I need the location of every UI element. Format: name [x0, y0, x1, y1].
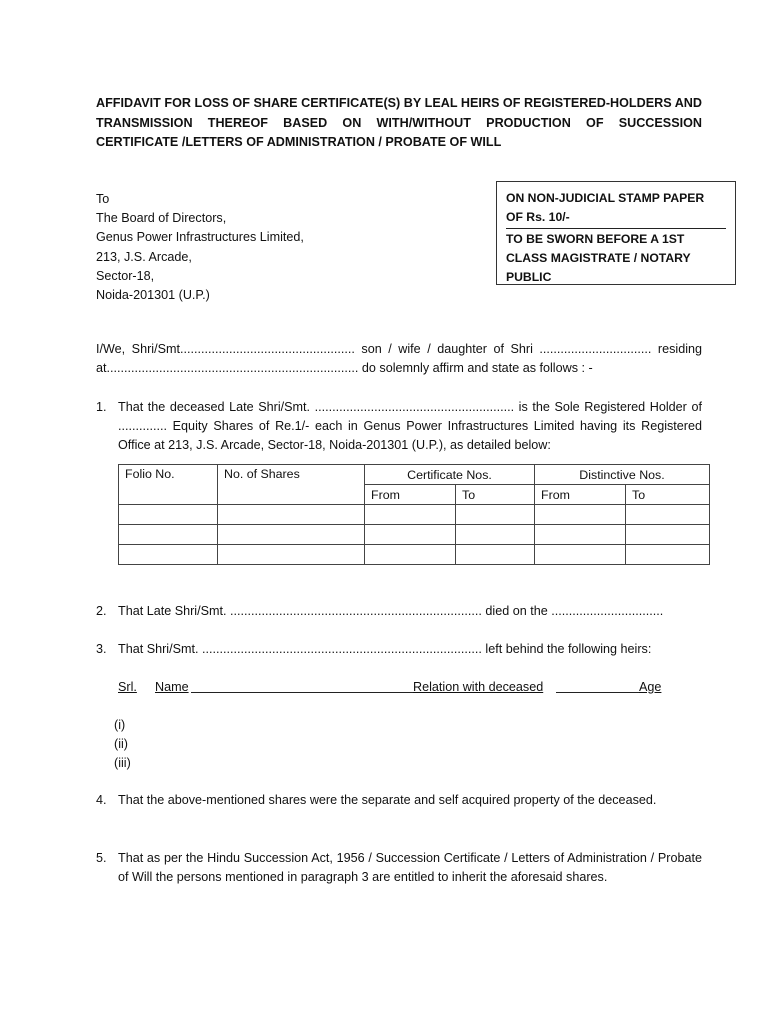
cert-to-header: To — [456, 485, 535, 505]
stamp-line: OF Rs. 10/- — [506, 209, 570, 224]
clause-2 — [96, 602, 702, 621]
shares-header: No. of Shares — [218, 465, 365, 505]
table-cell[interactable] — [119, 525, 218, 545]
table-cell[interactable] — [626, 545, 710, 565]
clause-4 — [96, 791, 702, 810]
addressee-block — [96, 190, 304, 305]
stamp-divider — [506, 228, 726, 229]
table-cell[interactable] — [535, 525, 626, 545]
stamp-line: CLASS MAGISTRATE / NOTARY — [506, 251, 691, 265]
dist-from-header: From — [535, 485, 626, 505]
clause-number: 3. — [96, 642, 107, 656]
table-cell[interactable] — [365, 525, 456, 545]
distinctive-header: Distinctive Nos. — [535, 465, 710, 485]
table-cell[interactable] — [535, 545, 626, 565]
table-cell[interactable] — [119, 505, 218, 525]
intro-paragraph: I/We, Shri/Smt.................................................. son / wife / daughter of Shri ................................ residing at........................................................................ do solemnly affirm and state as follows : - — [96, 342, 702, 376]
table-row — [119, 525, 710, 545]
heirs-list — [114, 716, 131, 774]
list-item: (ii) — [114, 737, 128, 752]
heirs-header — [118, 679, 664, 695]
address-line: Sector-18, — [96, 268, 155, 283]
document-title: AFFIDAVIT FOR LOSS OF SHARE CERTIFICATE(S) BY LEAL HEIRS OF REGISTERED-HOLDERS AND TRANSMISSION THEREOF BASED ON WITH/WITHOUT PRODUCTION OF SUCCESSION CERTIFICATE /LETTERS OF ADMINISTRATION / PROBATE OF WILL — [96, 96, 702, 149]
clause-text: That Late Shri/Smt. ........................................................................ died on the ................................ — [118, 604, 664, 618]
relation-underline — [556, 692, 640, 693]
srl-heading: Srl. — [118, 680, 137, 694]
stamp-paper-note — [506, 189, 704, 226]
table-cell[interactable] — [456, 525, 535, 545]
table-cell[interactable] — [535, 505, 626, 525]
sworn-note — [506, 230, 691, 287]
relation-heading: Relation with deceased — [413, 680, 544, 694]
table-cell[interactable] — [218, 525, 365, 545]
certificate-header: Certificate Nos. — [365, 465, 535, 485]
clause-number: 2. — [96, 604, 107, 618]
table-cell[interactable] — [456, 545, 535, 565]
table-cell[interactable] — [626, 505, 710, 525]
clause-number: 4. — [96, 793, 107, 807]
age-heading: Age — [639, 680, 662, 694]
stamp-paper-box — [496, 181, 736, 285]
name-heading: Name — [155, 680, 189, 694]
address-line: Genus Power Infrastructures Limited, — [96, 230, 304, 245]
table-cell[interactable] — [218, 545, 365, 565]
clause-number: 1. — [96, 400, 107, 414]
clause-number: 5. — [96, 851, 107, 865]
table-cell[interactable] — [626, 525, 710, 545]
address-line: The Board of Directors, — [96, 211, 227, 226]
dist-to-header: To — [626, 485, 710, 505]
folio-header: Folio No. — [119, 465, 218, 505]
table-cell[interactable] — [119, 545, 218, 565]
stamp-line: ON NON-JUDICIAL STAMP PAPER — [506, 191, 705, 205]
table-cell[interactable] — [456, 505, 535, 525]
address-to: To — [96, 192, 110, 206]
stamp-line: PUBLIC — [506, 270, 552, 284]
stamp-line: TO BE SWORN BEFORE A 1ST — [506, 232, 685, 246]
clause-1 — [96, 398, 702, 456]
list-item: (i) — [114, 718, 126, 732]
clause-text: That the above-mentioned shares were the separate and self acquired property of the deceased. — [118, 793, 657, 807]
address-line: Noida-201301 (U.P.) — [96, 288, 210, 303]
list-item: (iii) — [114, 756, 131, 771]
clause-3 — [96, 640, 702, 659]
table-header-row — [119, 465, 710, 485]
clause-text: That the deceased Late Shri/Smt. ......................................................... is the Sole Registered Holder of .............. Equity Shares of Re.1/- each in Genus Power Infrastructures Limited having its Registered Office at 213, J.S. Arcade, Sector-18, Noida-201301 (U.P.), as detailed below: — [118, 400, 702, 453]
cert-from-header: From — [365, 485, 456, 505]
name-underline — [191, 692, 413, 693]
clause-text: That as per the Hindu Succession Act, 1956 / Succession Certificate / Letters of Administration / Probate of Will the persons mentioned in paragraph 3 are entitled to inherit the aforesaid shares. — [118, 851, 702, 885]
clause-text: That Shri/Smt. ................................................................................ left behind the following heirs: — [118, 642, 652, 656]
address-line: 213, J.S. Arcade, — [96, 249, 192, 264]
table-cell[interactable] — [365, 545, 456, 565]
clause-5 — [96, 849, 702, 887]
share-details-table — [118, 464, 710, 565]
table-cell[interactable] — [218, 505, 365, 525]
table-row — [119, 545, 710, 565]
table-cell[interactable] — [365, 505, 456, 525]
table-row — [119, 505, 710, 525]
